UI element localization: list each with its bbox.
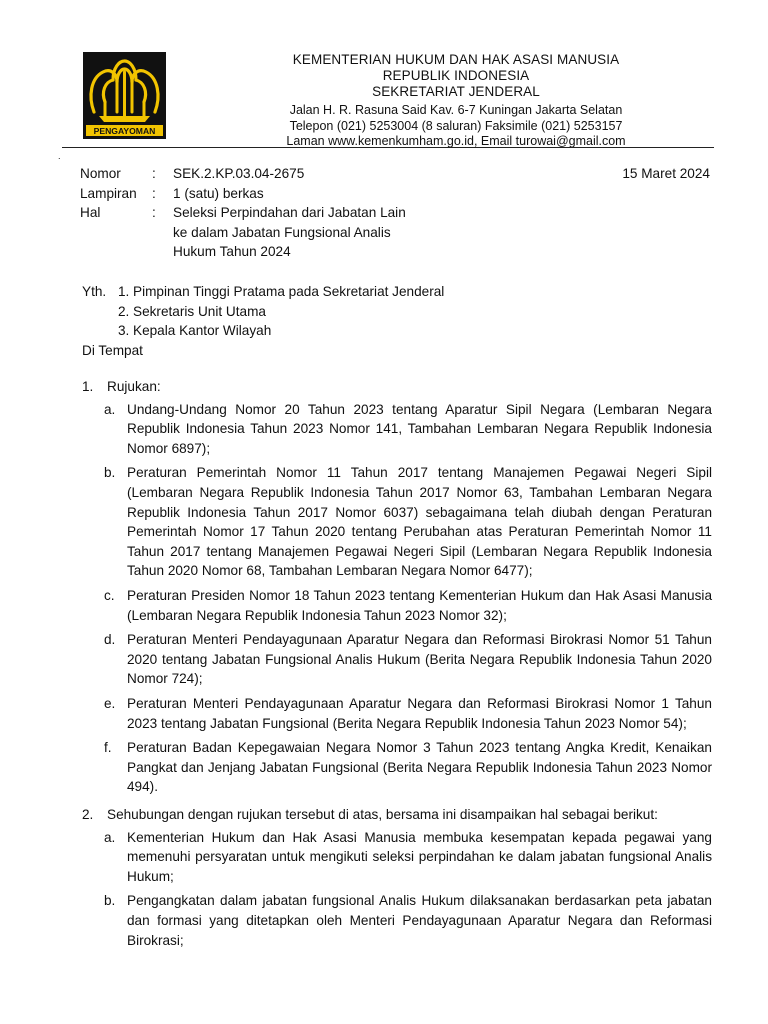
lampiran-label: Lampiran	[80, 185, 137, 201]
item-letter: d.	[104, 632, 116, 648]
section-number: 2.	[82, 807, 94, 822]
addressee-text: Sekretaris Unit Utama	[133, 303, 266, 319]
lampiran-value: 1 (satu) berkas	[173, 185, 264, 201]
notice-list	[80, 828, 712, 951]
hal-label: Hal	[80, 205, 101, 221]
logo-caption: PENGAYOMAN	[93, 126, 156, 136]
item-letter: e.	[104, 695, 116, 711]
list-item	[80, 738, 712, 797]
colon: :	[152, 205, 156, 221]
item-text: Undang-Undang Nomor 20 Tahun 2023 tentang Aparatur Sipil Negara (Lembaran Negara Republik Indonesia Tahun 2023 Nomor 141, Tambahan Lembaran Negara Republik Indonesia Nomor 6897);	[127, 401, 712, 456]
hal-line: Seleksi Perpindahan dari Jabatan Lain	[173, 205, 406, 221]
item-text: Peraturan Badan Kepegawaian Negara Nomor 3 Tahun 2023 tentang Angka Kredit, Kenaikan Pangkat dan Jenjang Jabatan Fungsional (Berita Negara Republik Indonesia Tahun 2023 Nomor 494).	[127, 740, 712, 795]
item-text: Peraturan Presiden Nomor 18 Tahun 2023 tentang Kementerian Hukum dan Hak Asasi Manusia (Lembaran Negara Republik Indonesia Tahun 2023 Nomor 32);	[127, 587, 712, 623]
hal-line: ke dalam Jabatan Fungsional Analis	[173, 224, 391, 240]
pengayoman-logo	[83, 52, 166, 139]
letter-meta	[80, 164, 710, 262]
letterhead	[256, 52, 656, 150]
list-item	[80, 400, 712, 459]
item-letter: a.	[104, 829, 116, 845]
item-letter: b.	[104, 893, 116, 909]
item-text: Pengangkatan dalam jabatan fungsional Analis Hukum dilaksanakan berdasarkan peta jabatan dan formasi yang ditetapkan oleh Menteri Pendayagunaan Aparatur Negara dan Reformasi Birokrasi;	[127, 893, 712, 948]
hal-line: Hukum Tahun 2024	[173, 244, 291, 260]
org-country: REPUBLIK INDONESIA	[382, 68, 530, 83]
org-name: KEMENTERIAN HUKUM DAN HAK ASASI MANUSIA	[292, 52, 620, 67]
section-number: 1.	[82, 379, 94, 394]
addressee-text: Pimpinan Tinggi Pratama pada Sekretariat Jenderal	[133, 284, 445, 299]
org-unit: SEKRETARIAT JENDERAL	[372, 84, 540, 99]
colon: :	[152, 166, 156, 181]
nomor-row	[80, 164, 710, 184]
org-phone: Telepon (021) 5253004 (8 saluran) Faksimile (021) 5253157	[289, 118, 623, 133]
addressee-row	[80, 302, 580, 322]
list-item	[80, 463, 712, 581]
hal-row	[80, 203, 710, 262]
item-letter: b.	[104, 465, 116, 481]
lampiran-row	[80, 184, 710, 204]
nomor-label: Nomor	[80, 166, 121, 181]
letter-date: 15 Maret 2024	[622, 166, 710, 181]
reference-list	[80, 400, 712, 797]
addressee	[80, 282, 580, 360]
nomor-value: SEK.2.KP.03.04-2675	[173, 166, 305, 181]
item-text: Peraturan Menteri Pendayagunaan Aparatur Negara dan Reformasi Birokrasi Nomor 1 Tahun 2023 tentang Jabatan Fungsional (Berita Negara Republik Indonesia Tahun 2023 Nomor 54);	[127, 695, 712, 731]
org-web: Laman www.kemenkumham.go.id, Email turowai@gmail.com	[286, 134, 626, 148]
item-text: Kementerian Hukum dan Hak Asasi Manusia membuka kesempatan kepada pegawai yang memenuhi persyaratan untuk mengikuti seleksi perpindahan ke dalam jabatan fungsional Analis Hukum;	[127, 829, 712, 884]
addressee-label: Yth.	[82, 284, 107, 299]
place-line: Di Tempat	[82, 342, 143, 358]
list-item	[80, 694, 712, 733]
list-item	[80, 630, 712, 689]
stray-mark: .	[58, 151, 61, 161]
addressee-num: 3.	[118, 323, 130, 339]
colon: :	[152, 185, 156, 201]
section-pemberitahuan	[80, 805, 712, 955]
list-item	[80, 891, 712, 950]
addressee-row	[80, 282, 580, 302]
addressee-num: 2.	[118, 303, 130, 319]
item-text: Peraturan Pemerintah Nomor 11 Tahun 2017 tentang Manajemen Pegawai Negeri Sipil (Lembaran Negara Republik Indonesia Tahun 2017 Nomor 63, Tambahan Lembaran Negara Republik Indonesia Tahun 2017 Nomor 6037) sebagaimana telah diubah dengan Peraturan Pemerintah Nomor 17 Tahun 2020 tentang Perubahan atas Peraturan Pemerintah Nomor 11 Tahun 2017 tentang Manajemen Pegawai Negeri Sipil (Lembaran Negara Republik Indonesia Tahun 2020 Nomor 68, Tambahan Lembaran Negara Nomor 6477);	[127, 465, 712, 579]
addressee-num: 1.	[118, 284, 130, 299]
org-address: Jalan H. R. Rasuna Said Kav. 6-7 Kuningan Jakarta Selatan	[289, 103, 623, 117]
section-title: Sehubungan dengan rujukan tersebut di atas, bersama ini disampaikan hal sebagai berikut:	[107, 807, 658, 822]
addressee-row	[80, 321, 580, 341]
list-item	[80, 828, 712, 887]
addressee-text: Kepala Kantor Wilayah	[133, 323, 272, 339]
item-letter: c.	[104, 587, 115, 603]
list-item	[80, 586, 712, 625]
item-letter: f.	[104, 740, 112, 756]
section-title: Rujukan:	[107, 379, 161, 394]
header-divider	[62, 147, 714, 148]
section-rujukan	[80, 377, 712, 802]
item-text: Peraturan Menteri Pendayagunaan Aparatur Negara dan Reformasi Birokrasi Nomor 51 Tahun 2020 tentang Jabatan Fungsional Analis Hukum (Berita Negara Republik Indonesia Tahun 2020 Nomor 724);	[127, 632, 712, 687]
item-letter: a.	[104, 401, 116, 417]
